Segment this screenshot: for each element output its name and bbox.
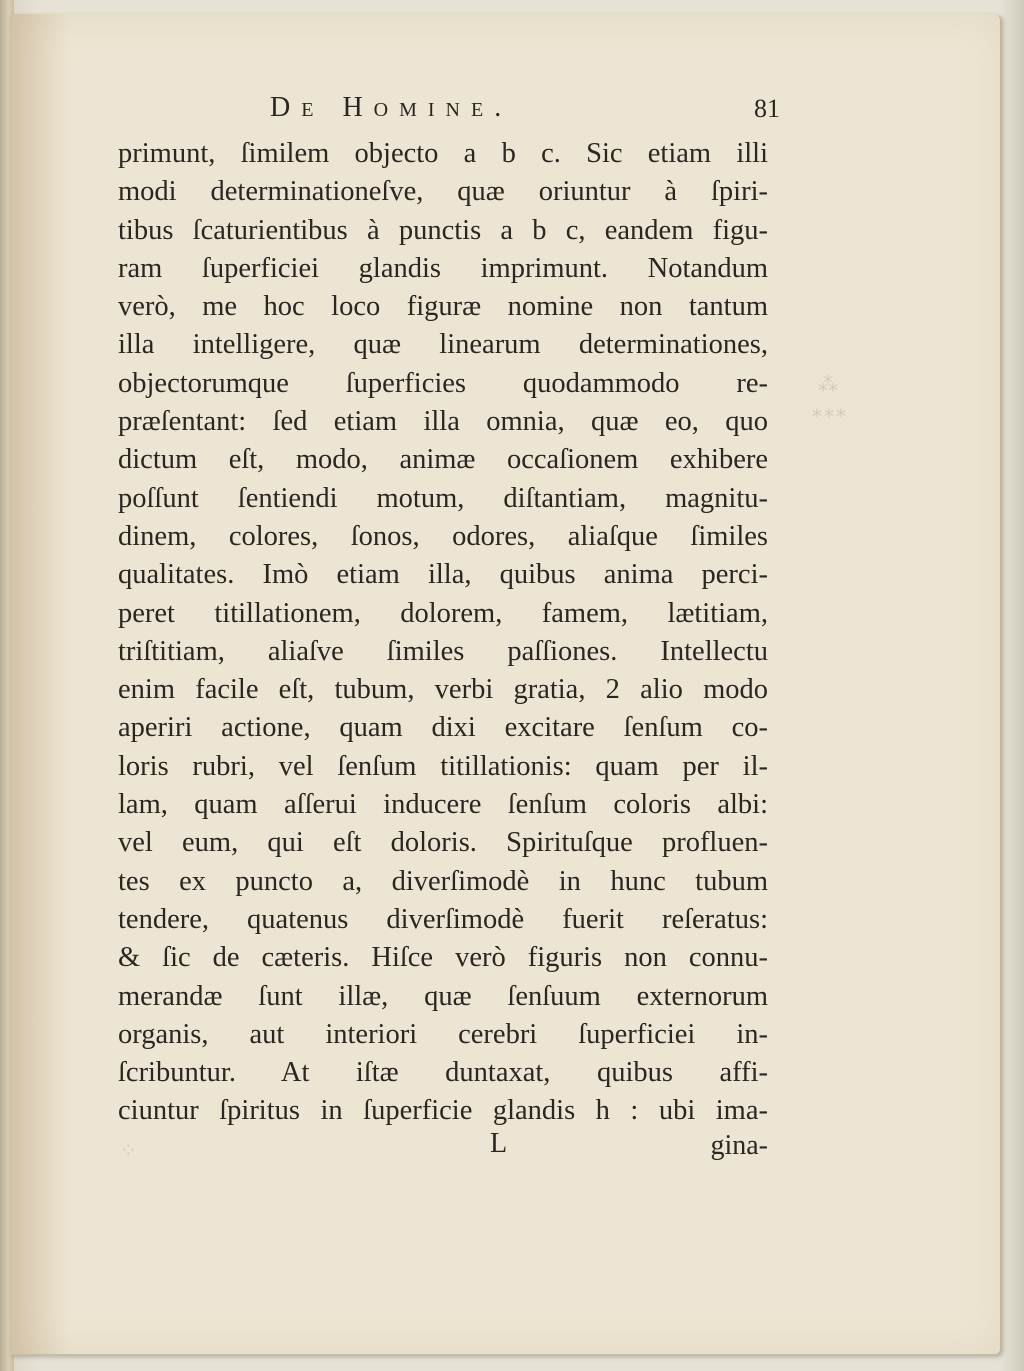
text-line: vel eum, qui eſt doloris. Spirituſque profluen- bbox=[118, 827, 768, 859]
signature-mark: L bbox=[490, 1128, 508, 1159]
text-line: qualitates. Imò etiam illa, quibus anima perci- bbox=[118, 559, 768, 591]
text-line: peret titillationem, dolorem, famem, lætitiam, bbox=[118, 597, 768, 629]
catchword: gina- bbox=[710, 1130, 768, 1161]
text-line: ram ſuperficiei glandis imprimunt. Notandum bbox=[118, 252, 768, 284]
text-line: modi determinationeſve, quæ oriuntur à ſpiri- bbox=[118, 176, 768, 208]
text-line: & ſic de cæteris. Hiſce verò figuris non connu- bbox=[118, 942, 768, 974]
show-through-mark: ⁎⁎⁎ bbox=[812, 400, 848, 422]
text-line: objectorumque ſuperficies quodammodo re- bbox=[118, 367, 768, 399]
text-line: ciuntur ſpiritus in ſuperficie glandis h : ubi ima- bbox=[118, 1095, 768, 1127]
text-line: enim facile eſt, tubum, verbi gratia, 2 alio modo bbox=[118, 674, 768, 706]
gutter-shadow bbox=[10, 14, 70, 1354]
text-line: dictum eſt, modo, animæ occaſionem exhibere bbox=[118, 444, 768, 476]
text-line: loris rubri, vel ſenſum titillationis: quam per il- bbox=[118, 750, 768, 782]
body-text bbox=[118, 135, 768, 1131]
text-line: aperiri actione, quam dixi excitare ſenſum co- bbox=[118, 712, 768, 744]
text-line: primunt, ſimilem objecto a b c. Sic etiam illi bbox=[118, 138, 768, 169]
show-through-mark: ⁘ bbox=[120, 1140, 137, 1162]
text-line: tes ex puncto a, diverſimodè in hunc tubum bbox=[118, 865, 768, 897]
text-line: tendere, quatenus diverſimodè fuerit reſeratus: bbox=[118, 903, 768, 935]
page-header bbox=[270, 92, 780, 132]
text-line: lam, quam aſſerui inducere ſenſum coloris albi: bbox=[118, 789, 768, 821]
running-head: De Homine. bbox=[270, 92, 513, 123]
page-number: 81 bbox=[754, 94, 780, 123]
text-line: tibus ſcaturientibus à punctis a b c, eandem figu- bbox=[118, 214, 768, 246]
text-line: præſentant: ſed etiam illa omnia, quæ eo, quo bbox=[118, 406, 768, 438]
text-line: merandæ ſunt illæ, quæ ſenſuum externorum bbox=[118, 980, 768, 1012]
page-footer bbox=[118, 1128, 768, 1168]
text-line: ſcribuntur. At iſtæ duntaxat, quibus affi- bbox=[118, 1057, 768, 1089]
text-line: triſtitiam, aliaſve ſimiles paſſiones. Intellectu bbox=[118, 635, 768, 667]
text-line: organis, aut interiori cerebri ſuperficiei in- bbox=[118, 1018, 768, 1050]
show-through-mark: ⁂ bbox=[818, 374, 838, 396]
text-line: dinem, colores, ſonos, odores, aliaſque ſimiles bbox=[118, 520, 768, 552]
text-line: illa intelligere, quæ linearum determinationes, bbox=[118, 329, 768, 361]
text-line: verò, me hoc loco figuræ nomine non tantum bbox=[118, 291, 768, 323]
text-line: poſſunt ſentiendi motum, diſtantiam, magnitu- bbox=[118, 482, 768, 514]
